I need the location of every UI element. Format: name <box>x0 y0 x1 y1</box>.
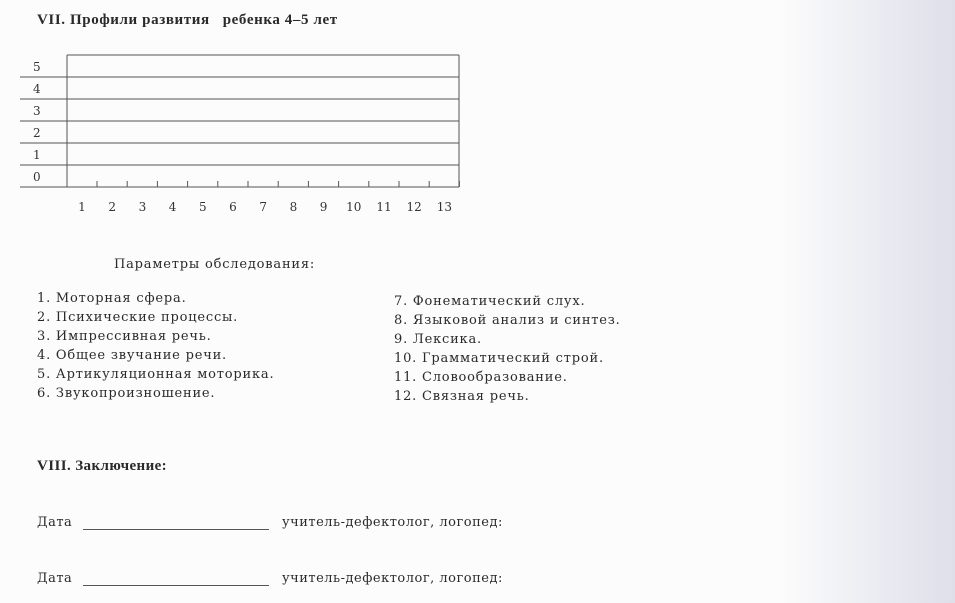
list-item: 8. Языковой анализ и синтез. <box>394 313 621 328</box>
parameters-heading: Параметры обследования: <box>114 257 316 272</box>
x-tick-label: 1 <box>78 200 86 214</box>
date-line <box>83 585 269 586</box>
x-tick-label: 9 <box>319 200 328 214</box>
y-tick-label: 5 <box>33 60 41 74</box>
date-label: Дата <box>37 515 73 530</box>
list-item: 3. Импрессивная речь. <box>37 329 212 344</box>
x-tick-label: 6 <box>229 200 237 214</box>
x-tick-label: 12 <box>406 200 422 214</box>
list-item: 9. Лексика. <box>394 332 482 347</box>
y-tick-label: 1 <box>33 148 41 162</box>
section-title: VII. Профили развития ребенка 4–5 лет <box>37 12 338 28</box>
role-label: учитель-дефектолог, логопед: <box>282 515 503 530</box>
profile-chart <box>0 0 955 240</box>
list-item: 6. Звукопроизношение. <box>37 386 216 401</box>
date-line <box>83 529 269 530</box>
y-tick-label: 0 <box>33 170 41 184</box>
list-item: 10. Грамматический строй. <box>394 351 604 366</box>
x-tick-label: 5 <box>198 200 207 214</box>
x-tick-label: 11 <box>376 200 392 214</box>
x-tick-label: 10 <box>346 200 362 214</box>
parameters-list-right <box>394 292 621 406</box>
conclusion-heading: VIII. Заключение: <box>37 458 168 474</box>
x-tick-label: 2 <box>108 200 117 214</box>
y-tick-label: 3 <box>33 104 41 118</box>
list-item: 1. Моторная сфера. <box>37 291 187 306</box>
x-tick-label: 13 <box>436 200 453 214</box>
x-tick-label: 3 <box>138 200 147 214</box>
list-item: 2. Психические процессы. <box>37 310 239 325</box>
x-tick-label: 8 <box>289 200 298 214</box>
x-tick-label: 4 <box>168 200 177 214</box>
list-item: 11. Словообразование. <box>394 370 568 385</box>
list-item: 4. Общее звучание речи. <box>37 348 227 363</box>
y-tick-label: 2 <box>33 126 41 140</box>
role-label: учитель-дефектолог, логопед: <box>282 571 503 586</box>
list-item: 5. Артикуляционная моторика. <box>37 367 275 382</box>
list-item: 12. Связная речь. <box>394 389 530 404</box>
list-item: 7. Фонематический слух. <box>394 294 586 309</box>
y-tick-label: 4 <box>33 82 41 96</box>
date-label: Дата <box>37 571 73 586</box>
parameters-list-left <box>37 289 274 403</box>
x-tick-label: 7 <box>259 200 268 214</box>
